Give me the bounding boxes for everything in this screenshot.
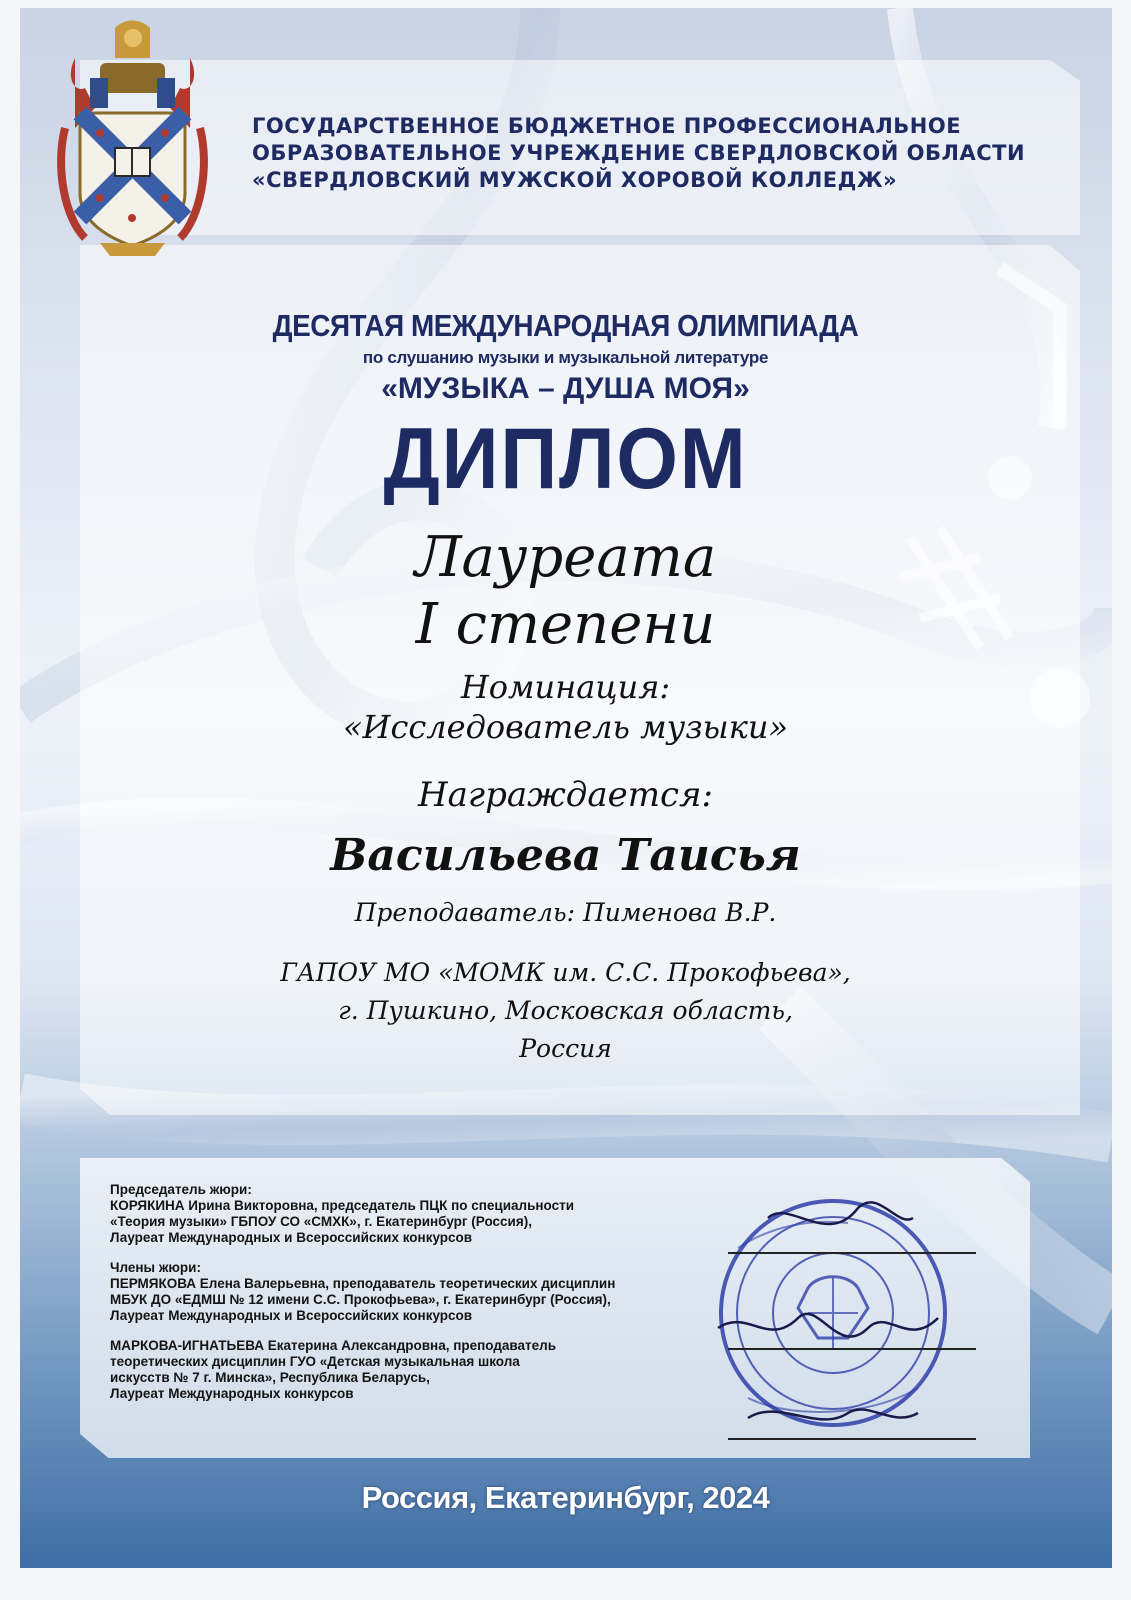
jury-chair [110,1182,710,1246]
jury-line: Лауреат Международных конкурсов [110,1386,354,1401]
school-line: ГАПОУ МО «МОМК им. С.С. Прокофьева», [280,958,851,987]
jury-line: искусств № 7 г. Минска», Республика Беларусь, [110,1370,430,1385]
laureate-title: Лауреата [414,525,717,590]
teacher-line: Преподаватель: Пименова В.Р. [354,898,777,927]
jury-list [110,1182,710,1416]
jury-line: Лауреат Международных и Всероссийских конкурсов [110,1308,473,1323]
jury-member-2 [110,1338,710,1402]
jury-line: теоретических дисциплин ГУО «Детская музыкальная школа [110,1354,520,1369]
signature-line-chair [728,1252,976,1254]
jury-members-label: Члены жюри: [110,1260,201,1275]
signature-line-member-2 [728,1438,976,1440]
school-line: Россия [519,1034,612,1063]
jury-line: «Теория музыки» ГБПОУ СО «СМХК», г. Екатеринбург (Россия), [110,1214,532,1229]
organization-name [252,113,1026,194]
jury-line: ПЕРМЯКОВА Елена Валерьевна, преподаватель теоретических дисциплин [110,1276,616,1291]
coat-of-arms-icon [55,18,210,258]
olympiad-subtitle: по слушанию музыки и музыкальной литературе [362,348,769,367]
jury-line: КОРЯКИНА Ирина Викторовна, председатель ПЦК по специальности [110,1198,575,1213]
jury-line: Лауреат Международных и Всероссийских конкурсов [110,1230,473,1245]
signature-line-member-1 [728,1348,976,1350]
jury-line: МБУК ДО «ЕДМШ № 12 имени С.С. Прокофьева», г. Екатеринбург (Россия), [110,1292,611,1307]
awarded-label: Награждается: [418,775,713,815]
official-seal-icon [708,1188,948,1438]
nomination-value: «Исследователь музыки» [342,708,789,746]
organization-line: ГОСУДАРСТВЕННОЕ БЮДЖЕТНОЕ ПРОФЕССИОНАЛЬНОЕ [252,114,962,138]
school-line: г. Пушкино, Московская область, [338,996,793,1025]
organization-line: ОБРАЗОВАТЕЛЬНОЕ УЧРЕЖДЕНИЕ СВЕРДЛОВСКОЙ ОБЛАСТИ [252,141,1026,165]
awardee-name: Васильева Таисья [330,830,801,881]
organization-line: «СВЕРДЛОВСКИЙ МУЖСКОЙ ХОРОВОЙ КОЛЛЕДЖ» [252,168,898,192]
olympiad-title: ДЕСЯТАЯ МЕЖДУНАРОДНАЯ ОЛИМПИАДА [272,308,859,343]
nomination-label: Номинация: [460,668,671,706]
jury-chair-label: Председатель жюри: [110,1182,252,1197]
jury-member-1 [110,1260,710,1324]
place-and-year: Россия, Екатеринбург, 2024 [361,1480,770,1515]
degree-title: I степени [415,592,716,657]
diploma-heading: ДИПЛОМ [383,411,748,507]
jury-line: МАРКОВА-ИГНАТЬЕВА Екатерина Александровна, преподаватель [110,1338,557,1353]
olympiad-name: «МУЗЫКА – ДУША МОЯ» [381,372,750,405]
